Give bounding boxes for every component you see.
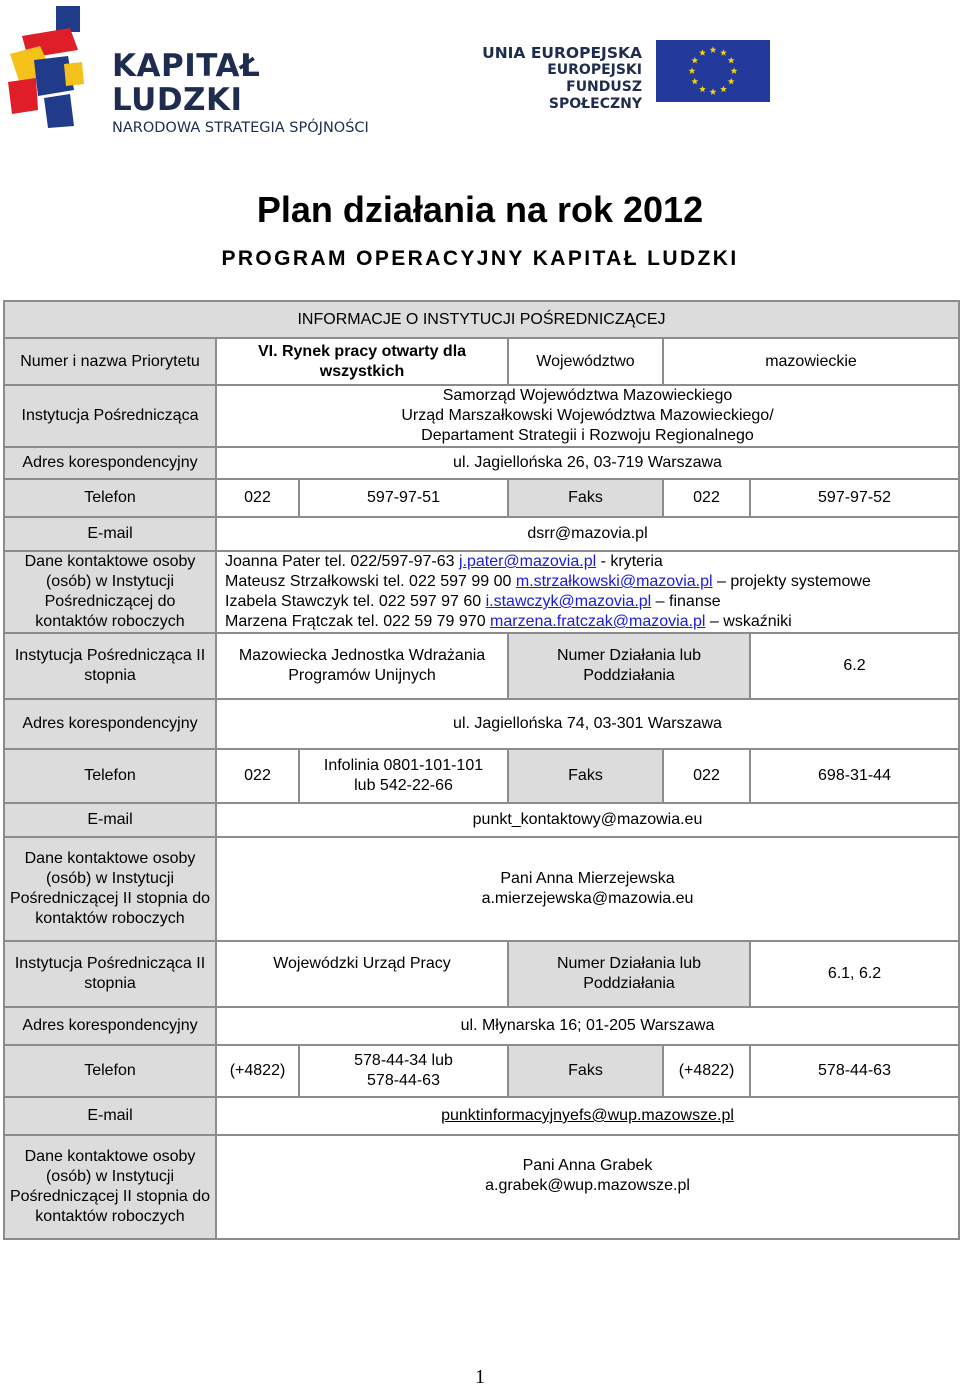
inst2-measure-label: Numer Działania lub Poddziałania bbox=[508, 633, 750, 699]
phone-code: 022 bbox=[216, 479, 299, 517]
inst3-email-link[interactable]: punktinformacyjnyefs@wup.mazowsze.pl bbox=[441, 1107, 734, 1124]
logo-right-line1: UNIA EUROPEJSKA bbox=[482, 44, 642, 62]
inst2-measure-value: 6.2 bbox=[750, 633, 959, 699]
fax-label: Faks bbox=[508, 479, 663, 517]
inst2-phone-line1: Infolinia 0801-101-101 bbox=[323, 757, 484, 774]
inst3-contacts-label: Dane kontaktowe osoby (osób) w Instytucji Pośredniczącej II stopnia do kontaktów roboczych bbox=[4, 1135, 216, 1239]
page-subtitle: PROGRAM OPERACYJNY KAPITAŁ LUDZKI bbox=[221, 247, 739, 270]
institution-line3: Departament Strategii i Rozwoju Regionalnego bbox=[421, 427, 754, 444]
contact-row bbox=[225, 552, 954, 572]
page-title: Plan działania na rok 2012 bbox=[256, 189, 704, 230]
inst2-address-label: Adres korespondencyjny bbox=[4, 699, 216, 749]
inst3-contact-name: Pani Anna Grabek bbox=[522, 1157, 653, 1174]
email-value[interactable]: dsrr@mazovia.pl bbox=[216, 517, 959, 551]
inst2-contact-email[interactable]: a.mierzejewska@mazowia.eu bbox=[481, 890, 694, 907]
eu-logo bbox=[480, 40, 772, 112]
inst2-email-label: E-mail bbox=[4, 803, 216, 837]
contact-role: – finanse bbox=[651, 593, 721, 610]
contact-row bbox=[225, 592, 954, 612]
inst3-phone-line1: 578-44-34 lub bbox=[354, 1052, 453, 1069]
contact-role: – projekty systemowe bbox=[712, 573, 871, 590]
phone-number: 597-97-51 bbox=[299, 479, 508, 517]
inst3-fax-label: Faks bbox=[508, 1045, 663, 1097]
address-label: Adres korespondencyjny bbox=[4, 447, 216, 479]
inst2-contacts-label: Dane kontaktowe osoby (osób) w Instytucji Pośredniczącej II stopnia do kontaktów roboczych bbox=[4, 837, 216, 941]
contact-row bbox=[225, 572, 954, 592]
inst3-contact-email[interactable]: a.grabek@wup.mazowsze.pl bbox=[485, 1177, 690, 1194]
inst2-contact-name: Pani Anna Mierzejewska bbox=[500, 870, 675, 887]
table-heading: INFORMACJE O INSTYTUCJI POŚREDNICZĄCEJ bbox=[4, 301, 959, 338]
inst3-phone-line2: 578-44-63 bbox=[367, 1072, 440, 1089]
inst3-address-label: Adres korespondencyjny bbox=[4, 1007, 216, 1045]
inst3-measure-value: 6.1, 6.2 bbox=[750, 941, 959, 1007]
fax-code: 022 bbox=[663, 479, 750, 517]
contact-email-link[interactable]: marzena.fratczak@mazovia.pl bbox=[490, 613, 706, 630]
inst2-fax-code: 022 bbox=[663, 749, 750, 803]
inst2-phone-code: 022 bbox=[216, 749, 299, 803]
inst3-phone-label: Telefon bbox=[4, 1045, 216, 1097]
inst2-contacts-value bbox=[216, 837, 959, 941]
inst3-fax-number: 578-44-63 bbox=[750, 1045, 959, 1097]
inst3-value: Wojewódzki Urząd Pracy bbox=[216, 941, 508, 1007]
inst3-email-label: E-mail bbox=[4, 1097, 216, 1135]
email-label: E-mail bbox=[4, 517, 216, 551]
institution-label: Instytucja Pośrednicząca bbox=[4, 385, 216, 447]
voivodeship-label: Województwo bbox=[508, 338, 663, 385]
contact-email-link[interactable]: m.strzałkowski@mazovia.pl bbox=[515, 573, 713, 590]
inst2-email-value[interactable]: punkt_kontaktowy@mazowia.eu bbox=[216, 803, 959, 837]
contact-email-link[interactable]: j.pater@mazovia.pl bbox=[458, 553, 597, 570]
priority-value: VI. Rynek pracy otwarty dla wszystkich bbox=[216, 338, 508, 385]
inst3-measure-label: Numer Działania lub Poddziałania bbox=[508, 941, 750, 1007]
inst2-label: Instytucja Pośrednicząca II stopnia bbox=[4, 633, 216, 699]
contacts-list bbox=[216, 551, 959, 633]
logo-left-subtitle: NARODOWA STRATEGIA SPÓJNOŚCI bbox=[112, 120, 369, 136]
inst2-fax-number: 698-31-44 bbox=[750, 749, 959, 803]
logo-right-line3: FUNDUSZ SPOŁECZNY bbox=[548, 79, 642, 112]
eu-flag-icon bbox=[656, 40, 770, 102]
logo-right-line2: EUROPEJSKI bbox=[547, 62, 642, 78]
priority-label: Numer i nazwa Priorytetu bbox=[4, 338, 216, 385]
kapital-ludzki-logo bbox=[8, 6, 388, 136]
inst3-label: Instytucja Pośrednicząca II stopnia bbox=[4, 941, 216, 1007]
address-value: ul. Jagiellońska 26, 03-719 Warszawa bbox=[216, 447, 959, 479]
inst2-phone-label: Telefon bbox=[4, 749, 216, 803]
contact-email-link[interactable]: i.stawczyk@mazovia.pl bbox=[485, 593, 652, 610]
institution-line2: Urząd Marszałkowski Województwa Mazowieckiego/ bbox=[401, 407, 774, 424]
contact-role: - kryteria bbox=[596, 553, 663, 570]
inst2-address-value: ul. Jagiellońska 74, 03-301 Warszawa bbox=[216, 699, 959, 749]
inst2-value: Mazowiecka Jednostka Wdrażania Programów Unijnych bbox=[216, 633, 508, 699]
inst3-address-value: ul. Młynarska 16; 01-205 Warszawa bbox=[216, 1007, 959, 1045]
inst3-fax-code: (+4822) bbox=[663, 1045, 750, 1097]
contact-text: Mateusz Strzałkowski tel. 022 597 99 00 bbox=[225, 573, 516, 590]
institution-line1: Samorząd Województwa Mazowieckiego bbox=[442, 387, 733, 404]
contact-text: Marzena Frątczak tel. 022 59 79 970 bbox=[225, 613, 491, 630]
kapital-ludzki-emblem-icon bbox=[8, 6, 108, 128]
voivodeship-value: mazowieckie bbox=[663, 338, 959, 385]
phone-label: Telefon bbox=[4, 479, 216, 517]
page-number: 1 bbox=[475, 1366, 485, 1388]
contact-text: Izabela Stawczyk tel. 022 597 97 60 bbox=[225, 593, 486, 610]
contact-row bbox=[225, 612, 954, 632]
institution-value bbox=[216, 385, 959, 447]
inst2-fax-label: Faks bbox=[508, 749, 663, 803]
inst3-contacts-value bbox=[216, 1135, 959, 1239]
fax-number: 597-97-52 bbox=[750, 479, 959, 517]
institution-info-table bbox=[3, 300, 960, 1240]
inst3-phone-code: (+4822) bbox=[216, 1045, 299, 1097]
inst3-email-value bbox=[216, 1097, 959, 1135]
inst3-phone-number bbox=[299, 1045, 508, 1097]
inst2-phone-line2: lub 542-22-66 bbox=[354, 777, 453, 794]
inst2-phone-number bbox=[299, 749, 508, 803]
contact-text: Joanna Pater tel. 022/597-97-63 bbox=[225, 553, 459, 570]
contacts-label: Dane kontaktowe osoby (osób) w Instytucji Pośredniczącej do kontaktów roboczych bbox=[4, 551, 216, 633]
contact-role: – wskaźniki bbox=[705, 613, 792, 630]
logo-left-title: KAPITAŁ LUDZKI bbox=[112, 48, 261, 118]
